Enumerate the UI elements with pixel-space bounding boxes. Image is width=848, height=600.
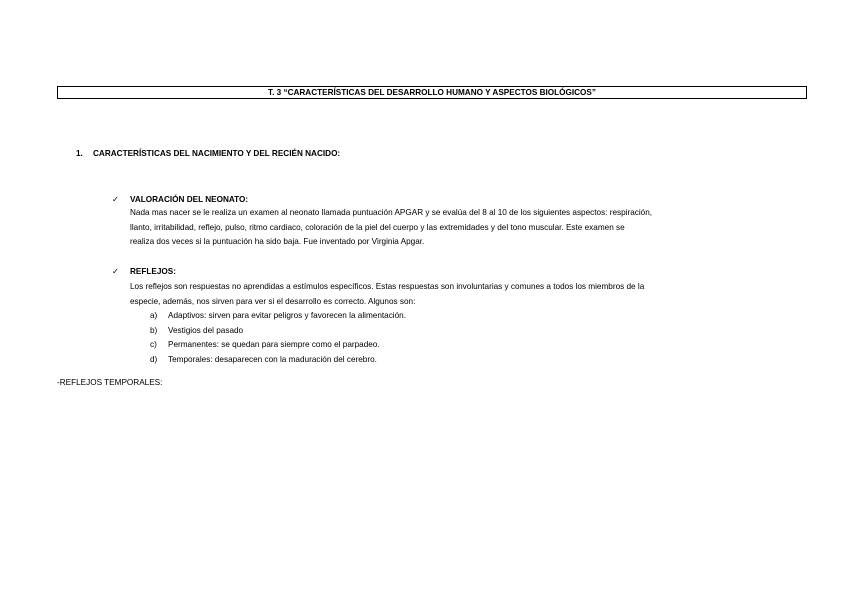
list-item-text: Adaptivos: sirven para evitar peligros y favorecen la alimentación. [168,311,407,320]
reflejos-temporales-heading: -REFLEJOS TEMPORALES: [57,378,163,387]
list-item-text: Temporales: desaparecen con la maduración del cerebro. [168,354,377,364]
paragraph-line: especie, además, nos sirven para ver si el desarrollo es correcto. Algunos son: [130,296,416,306]
section-heading-text: CARACTERÍSTICAS DEL NACIMIENTO Y DEL RECIÉN NACIDO: [93,149,341,158]
check-icon: ✓ [112,195,119,204]
bullet-reflejos [112,266,176,276]
list-item-text: Vestigios del pasado [168,325,244,335]
paragraph-line: realiza dos veces si la puntuación ha sido baja. Fue inventado por Virginia Apgar. [130,237,425,247]
list-item [150,324,406,339]
list-marker: c) [150,340,157,350]
paragraph-line: Los reflejos son respuestas no aprendidas a estímulos específicos. Estas respuestas son involuntarias y comunes a todos los miembros de la [130,282,645,291]
paragraph-reflejos [130,280,780,309]
list-marker: b) [150,325,158,335]
list-item [150,309,406,324]
paragraph-line: Nada mas nacer se le realiza un examen al neonato llamada puntuación APGAR y se evalúa del 8 al 10 de los siguientes aspectos: respiración, [130,208,653,217]
bullet-title-reflejos: REFLEJOS: [130,267,176,276]
section-heading [76,149,340,158]
list-marker: a) [150,311,158,320]
paragraph-line: llanto, irritabilidad, reflejo, pulso, ritmo cardiaco, coloración de la piel del cuerpo y las extremidades y del tono muscular. Este examen se [130,222,625,232]
list-item-text: Permanentes: se quedan para siempre como el parpadeo. [168,340,380,350]
list-item [150,338,406,353]
document-title: T. 3 “CARACTERÍSTICAS DEL DESARROLLO HUMANO Y ASPECTOS BIOLÓGICOS” [57,86,807,99]
list-marker: d) [150,354,158,364]
bullet-title-valoracion: VALORACIÓN DEL NEONATO: [130,195,249,204]
check-icon: ✓ [112,267,119,276]
reflex-types-list [150,309,406,367]
list-item [150,353,406,368]
section-number: 1. [76,149,83,158]
paragraph-valoracion [130,206,780,250]
bullet-valoracion [112,194,248,204]
